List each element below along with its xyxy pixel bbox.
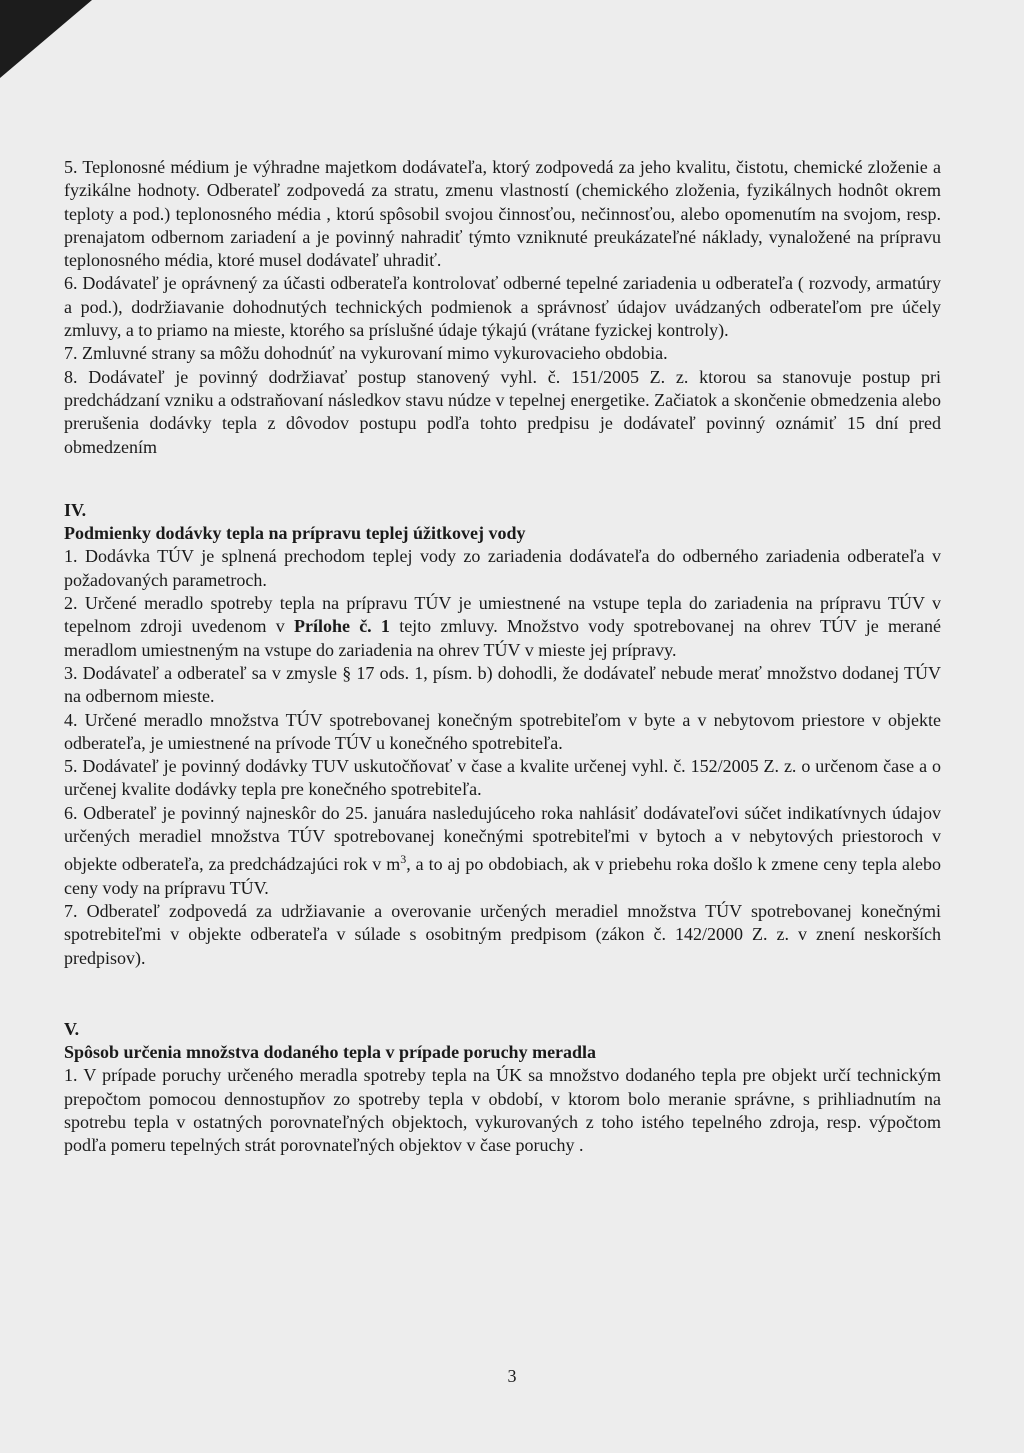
document-body xyxy=(64,156,941,1158)
paragraph-5: 5. Teplonosné médium je výhradne majetkom dodávateľa, ktorý zodpovedá za jeho kvalitu, čistotu, chemické zloženie a fyzikálne hodnoty. Odberateľ zodpovedá za stratu, zmenu vlastností (chemického zloženia, fyzikálnych hodnôt okrem teploty a pod.) teplonosného média , ktorú spôsobil svojou činnosťou, nečinnosťou, alebo opomenutím na svojom, resp. prenajatom odbernom zariadení a je povinný nahradiť týmto vzniknuté preukázateľné náklady, vynaložené na prípravu teplonosného média, ktoré musel dodávateľ uhradiť. xyxy=(64,157,941,271)
section-iv-paragraph-2 xyxy=(64,592,941,662)
p6-superscript: 3 xyxy=(400,852,407,867)
p6-text-a: 6. Odberateľ je povinný najneskôr do 25. januára nasledujúceho roka nahlásiť dodávateľovi súčet indikatívnych údajov určených meradiel množstva TÚV spotrebovanej konečnými spotrebiteľmi v bytoch a v nebytových priestoroch v objekte odberateľa, za predchádzajúci rok v m xyxy=(64,802,941,875)
section-iv-paragraph-1: 1. Dodávka TÚV je splnená prechodom teplej vody zo zariadenia dodávateľa do odberného zariadenia odberateľa v požadovaných parametroch. xyxy=(64,546,941,590)
section-iv-title: Podmienky dodávky tepla na prípravu teplej úžitkovej vody xyxy=(64,523,526,544)
section-v-paragraph-1: 1. V prípade poruchy určeného meradla spotreby tepla na ÚK sa množstvo dodaného tepla pre objekt určí technickým prepočtom pomocou dennostupňov zo spotreby tepla v období, v ktorom bolo meranie správne, s prihliadnutím na spotrebu tepla v ostatných porovnateľných objektoch, vykurovaných z toho istého tepelného zdroja, resp. výpočtom podľa pomeru tepelných strát porovnateľných objektov v čase poruchy . xyxy=(64,1065,941,1156)
paragraph-6: 6. Dodávateľ je oprávnený za účasti odberateľa kontrolovať odberné tepelné zariadenia u odberateľa ( rozvody, armatúry a pod.), dodržiavanie dohodnutých technických podmienok a správnosť údajov uvádzaných odberateľom pre účely zmluvy, a to priamo na mieste, ktorého sa príslušné údaje týkajú (vrátane fyzickej kontroly). xyxy=(64,273,941,341)
p2-text-a: 2. Určené meradlo spotreby tepla na prípravu TÚV je umiestnené na vstupe tepla do zariadenia na prípravu TÚV v tepelnom zdroji uvedenom v xyxy=(64,593,941,637)
section-iv-number: IV. xyxy=(64,499,87,520)
scan-corner-shadow xyxy=(0,0,92,78)
section-iv xyxy=(64,499,941,970)
section-iv-paragraph-5: 5. Dodávateľ je povinný dodávky TUV uskutočňovať v čase a kvalite určenej vyhl. č. 152/2005 Z. z. o určenom čase a o určenej kvalite dodávky tepla pre konečného spotrebiteľa. xyxy=(64,756,941,800)
page-number: 3 xyxy=(507,1366,517,1386)
p6-text-b: , a to aj po obdobiach, ak v priebehu roka došlo k zmene ceny tepla alebo ceny vody na prípravu TÚV. xyxy=(64,854,941,898)
p2-bold-ref: Prílohe č. 1 xyxy=(293,616,390,637)
section-iv-paragraph-7: 7. Odberateľ zodpovedá za udržiavanie a overovanie určených meradiel množstva TÚV spotrebovanej konečnými spotrebiteľmi v objekte odberateľa v súlade s osobitným predpisom (zákon č. 142/2000 Z. z. v znení neskorších predpisov). xyxy=(64,900,941,968)
section-v xyxy=(64,1018,941,1158)
section-iv-paragraph-3: 3. Dodávateľ a odberateľ sa v zmysle § 17 ods. 1, písm. b) dohodli, že dodávateľ nebude merať množstvo dodanej TÚV na odbernom mieste. xyxy=(64,662,941,707)
paragraph-8: 8. Dodávateľ je povinný dodržiavať postup stanovený vyhl. č. 151/2005 Z. z. ktorou sa stanovuje postup pri predchádzaní vzniku a odstraňovaní následkov stavu núdze v tepelnej energetike. Začiatok a skončenie obmedzenia alebo prerušenia dodávky tepla z dôvodov postupu podľa tohto predpisu je dodávateľ povinný oznámiť 15 dní pred obmedzením xyxy=(64,366,941,457)
section-v-number: V. xyxy=(64,1018,80,1039)
p2-text-b: tejto zmluvy. Množstvo vody spotrebovanej na ohrev TÚV je merané meradlom umiestneným na vstupe do zariadenia na ohrev TÚV v mieste jej prípravy. xyxy=(64,616,941,660)
section-iv-paragraph-4: 4. Určené meradlo množstva TÚV spotrebovanej konečným spotrebiteľom v byte a v nebytovom priestore v objekte odberateľa, je umiestnené na prívode TÚV u konečného spotrebiteľa. xyxy=(64,709,941,753)
paragraph-7: 7. Zmluvné strany sa môžu dohodnúť na vykurovaní mimo vykurovacieho obdobia. xyxy=(64,343,668,364)
section-v-title: Spôsob určenia množstva dodaného tepla v prípade poruchy meradla xyxy=(64,1042,597,1063)
section-iv-paragraph-6 xyxy=(64,802,941,900)
